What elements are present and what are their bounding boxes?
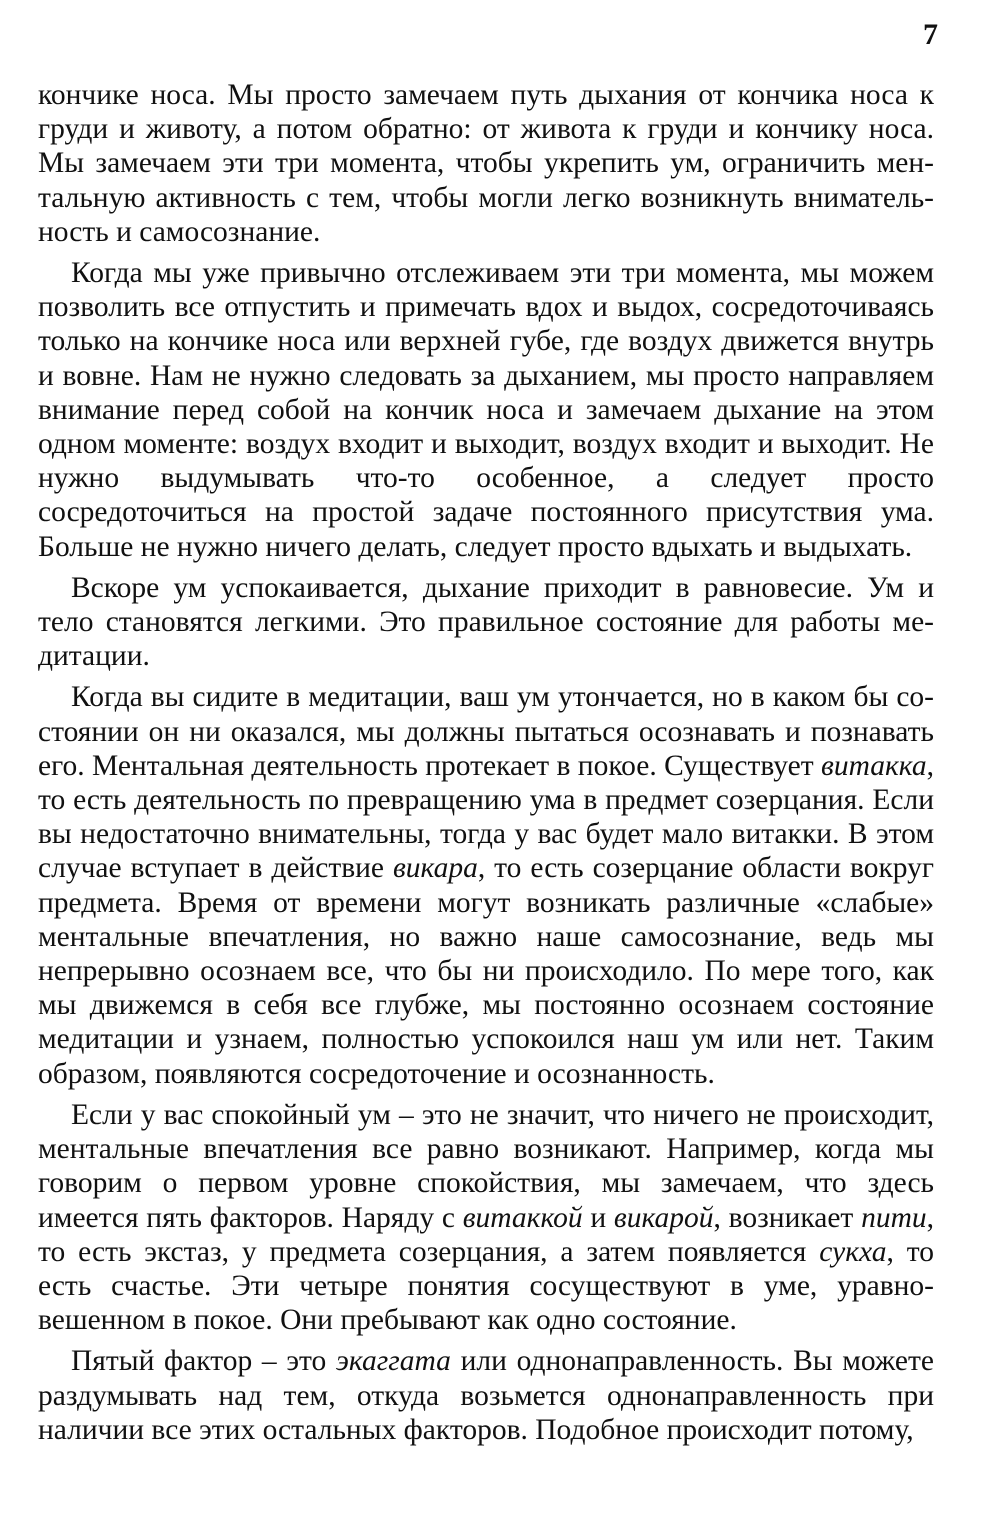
italic-term: витакка [821,749,927,782]
text-segment: Вскоре ум успокаивается, дыхание приходит в равновесие. Ум и тело становятся легкими. Это правильное состояние для работы медитации. [38,571,934,673]
text-segment: Когда мы уже привычно отслеживаем эти три момента, мы можем позволить все отпустить и примечать вдох и выдох, сосредоточиваясь только на кончике носа или верхней губе, где воздух движется внутрь и вовне. Нам не нужно следовать за дыханием, мы просто направляем внимание перед собой на кончик носа и замечаем дыхание на этом одном моменте: воздух входит и выходит, воздух входит и выходит. Не нужно выдумывать что-то особенное, а следует просто сосредоточиться на простой задаче постоянного присутствия ума. Больше не нужно ничего делать, следует просто вдыхать и выдыхать. [38,257,934,563]
italic-term: витаккой [462,1201,583,1234]
paragraph [38,78,934,249]
paragraph [38,571,934,674]
text-segment: , то есть деятельность по превращению ума в предмет созерцания. Если вы недостаточно внимательны, тогда у вас будет мало витакки. В этом случае вступает в действие [38,749,934,885]
italic-term: экаггата [335,1345,451,1378]
paragraph [38,256,934,564]
text-segment: кончике носа. Мы просто замечаем путь дыхания от кончика носа к груди и животу, а потом обратно: от живота к груди и кончику носа. Мы замечаем эти три момента, чтобы укрепить ум, ограничить ментальную активность с тем, чтобы могли легко возникнуть внимательность и самосознание. [38,79,934,248]
text-segment: , то есть счастье. Эти четыре понятия сосуществуют в уме, уравновешенном в покое. Они пребывают как одно состояние. [38,1235,934,1337]
body-text [38,78,934,1454]
paragraph [38,1344,934,1447]
text-segment: , то есть экстаз, у предмета созерцания, а затем появляется [38,1201,934,1268]
italic-term: сукха [819,1235,887,1268]
text-segment: , возникает [713,1201,862,1234]
text-segment: и [582,1201,614,1234]
paragraph [38,680,934,1090]
text-segment: Когда вы сидите в медитации, ваш ум утончается, но в каком бы состоянии он ни оказался, мы должны пытаться осознавать и познавать его. Ментальная деятельность протекает в покое. Существует [38,681,934,782]
italic-term: викарой [613,1201,714,1234]
italic-term: пити [861,1201,927,1234]
text-segment: или однонаправленность. Вы можете раздумывать над тем, откуда возьмется однонаправленность при наличии все этих остальных факторов. Подобное происходит потому, [38,1345,934,1446]
page-number: 7 [923,18,938,51]
text-segment: , то есть созерцание области вокруг предмета. Время от времени могут возникать различные «слабые» ментальные впечатления, но важно наше самосознание, ведь мы непрерывно осознаем все, что бы ни происходило. По мере того, как мы движемся в себя все глубже, мы постоянно осознаем состояние медитации и узнаем, полностью успокоился наш ум или нет. Таким образом, появляются сосредоточение и осознанность. [38,852,934,1090]
text-segment: Пятый фактор – это [71,1345,336,1378]
paragraph [38,1098,934,1337]
italic-term: викара [392,852,478,885]
text-segment: Если у вас спокойный ум – это не значит, что ничего не происходит, ментальные впечатления все равно возникают. Например, когда мы говорим о первом уровне спокойствия, мы замечаем, что здесь имеется пять факторов. Наряду с [38,1098,934,1234]
